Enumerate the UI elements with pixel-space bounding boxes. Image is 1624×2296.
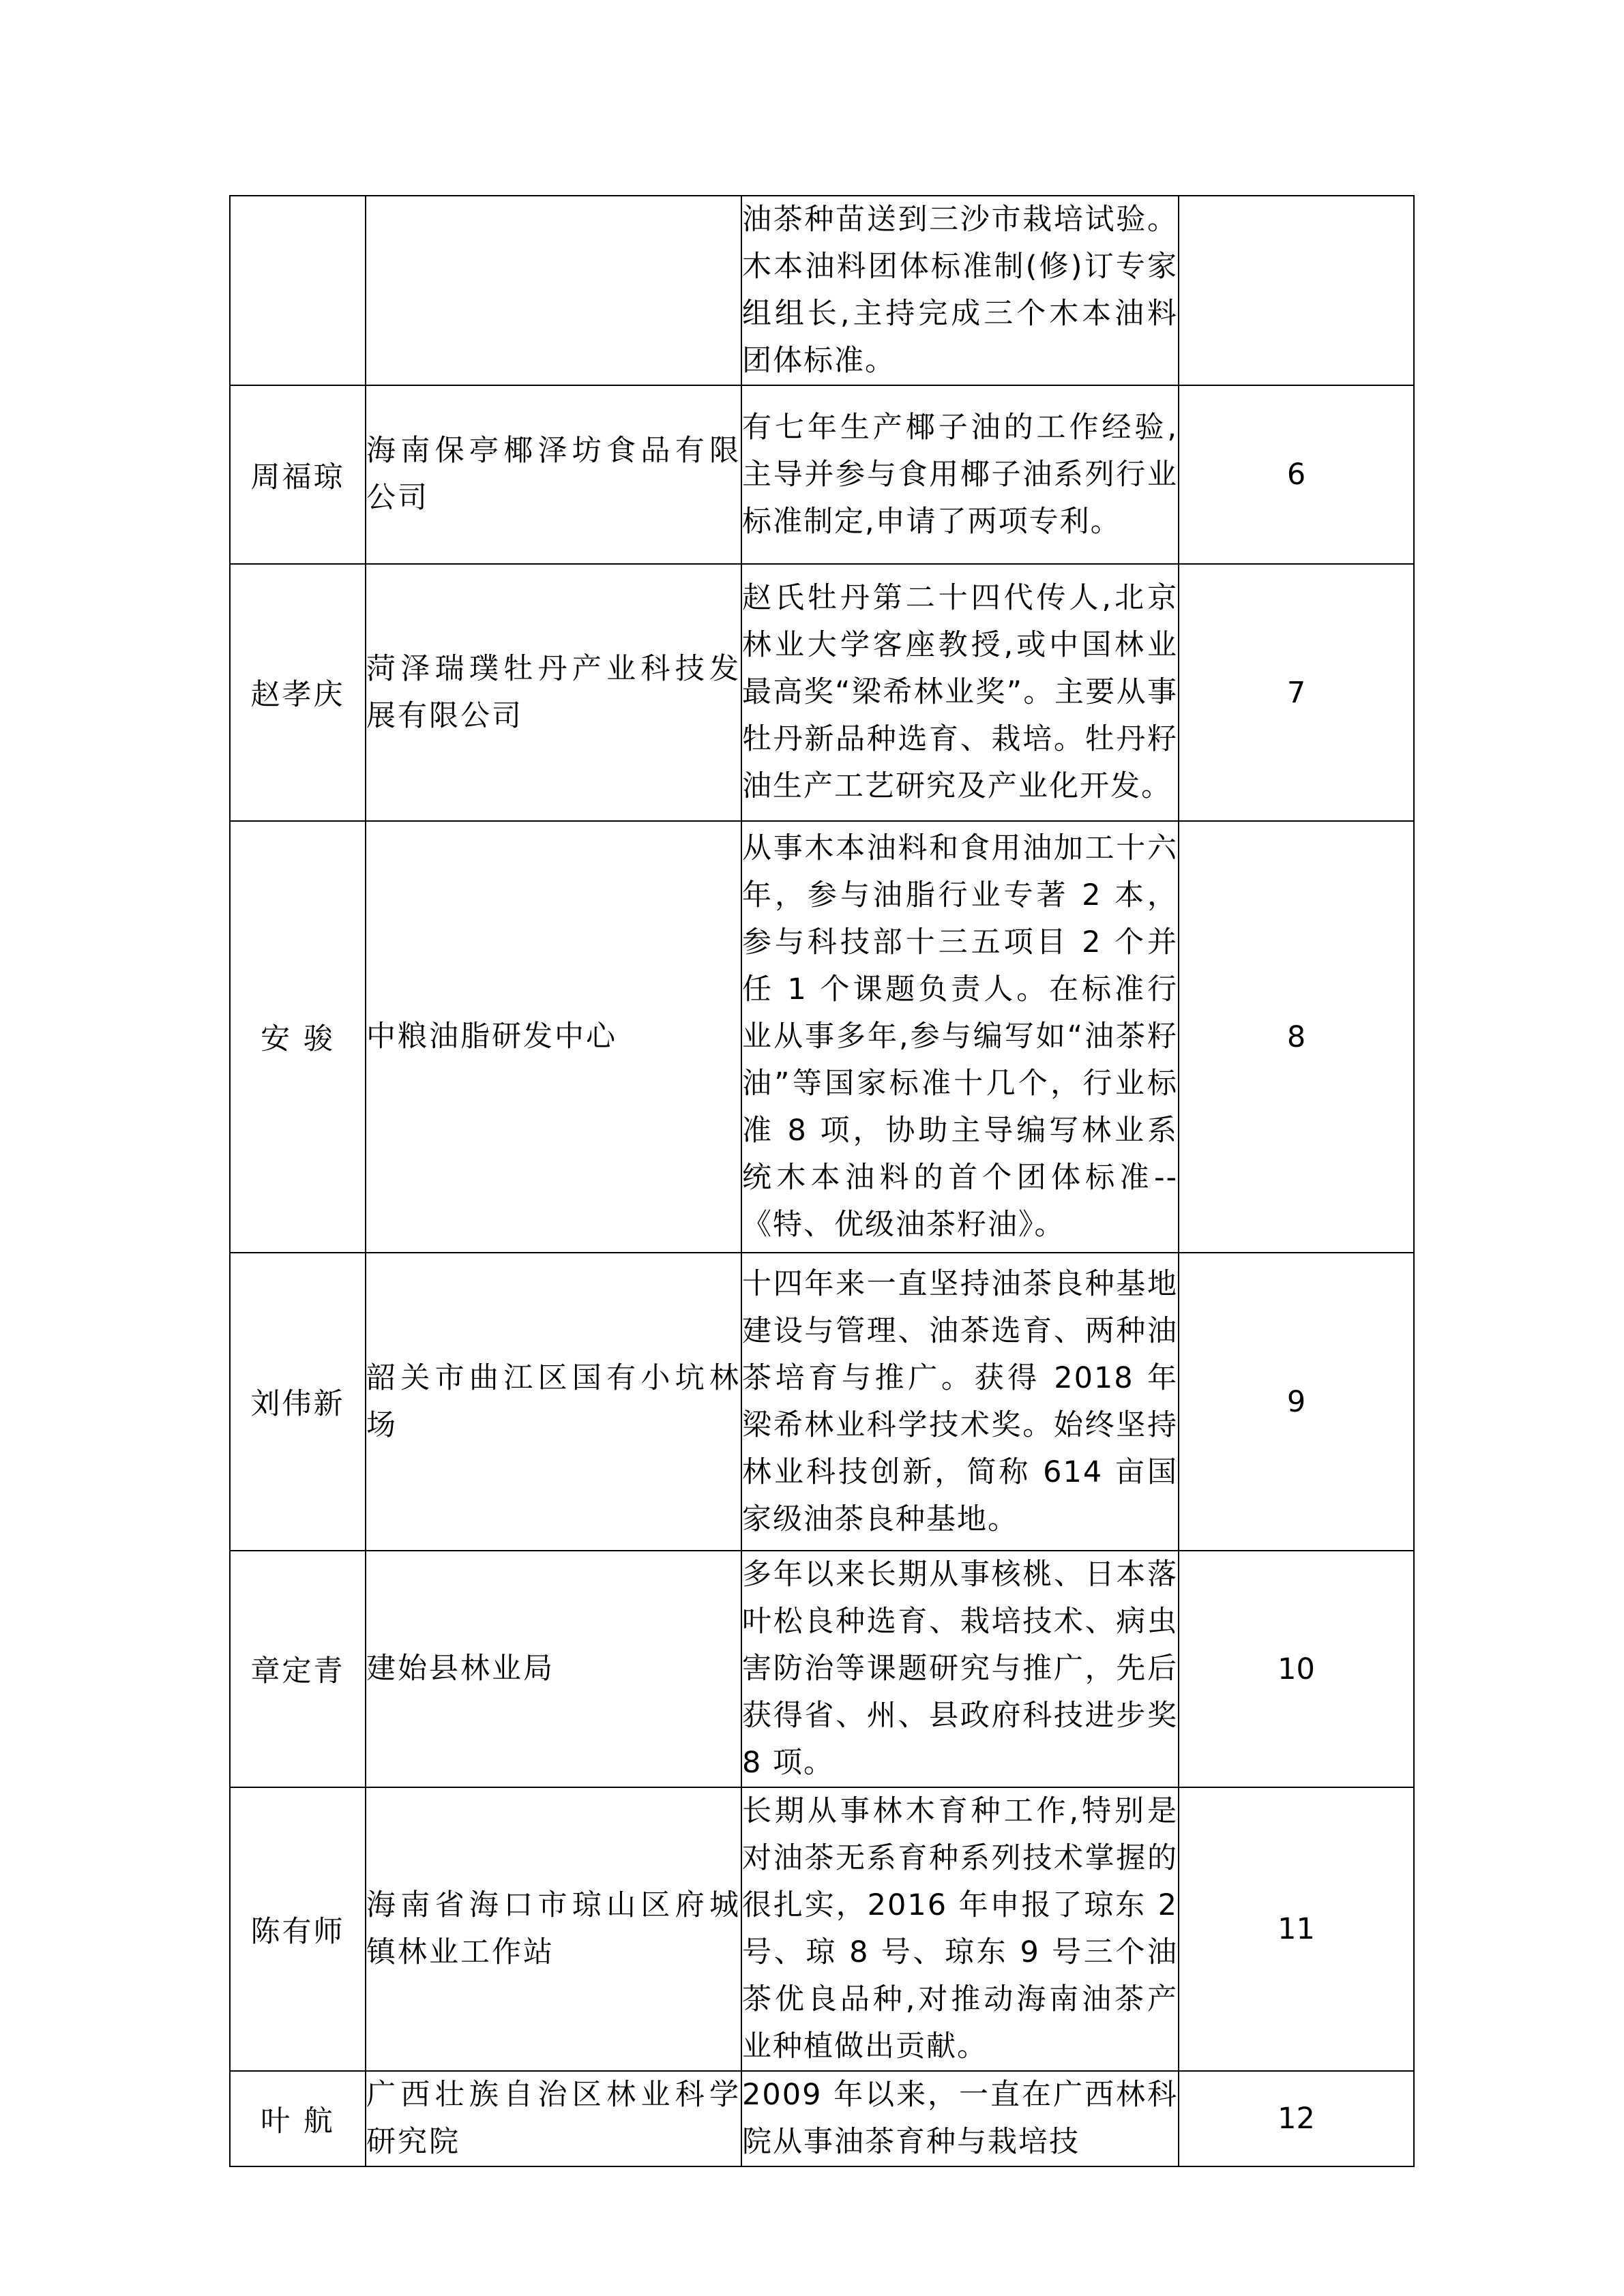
description-cell: [741, 564, 1179, 821]
organization: 海南保亭椰泽坊食品有限公司: [366, 434, 741, 515]
expert-name-cell: [230, 1551, 366, 1787]
number-cell: [1179, 196, 1414, 385]
expert-name-cell: [230, 564, 366, 821]
row-number: 10: [1278, 1652, 1315, 1686]
organization: 广西壮族自治区林业科学研究院: [366, 2078, 741, 2159]
expert-name: 刘伟新: [250, 1387, 345, 1421]
description-cell: [741, 2071, 1179, 2166]
description: 油茶种苗送到三沙市栽培试验。木本油料团体标准制(修)订专家组组长,主持完成三个木本油料团体标准。: [742, 203, 1178, 378]
table-row: [230, 2071, 1414, 2166]
number-cell: [1179, 1551, 1414, 1787]
expert-name-cell: [230, 1787, 366, 2071]
description: 从事木本油料和食用油加工十六年，参与油脂行业专著 2 本，参与科技部十三五项目 2 个并任 1 个课题负责人。在标准行业从事多年,参与编写如“油茶籽油”等国家标准十几个，行业标准 8 项，协助主导编写林业系统木本油料的首个团体标准--《特、优级油茶籽油》。: [742, 831, 1178, 1242]
table-row: [230, 1551, 1414, 1787]
organization-cell: [366, 1253, 741, 1551]
organization: 海南省海口市琼山区府城镇林业工作站: [366, 1888, 741, 1969]
organization: 韶关市曲江区国有小坑林场: [366, 1360, 741, 1442]
description: 赵氏牡丹第二十四代传人,北京林业大学客座教授,或中国林业最高奖“梁希林业奖”。主要从事牡丹新品种选育、栽培。牡丹籽油生产工艺研究及产业化开发。: [742, 581, 1178, 803]
description: 2009 年以来，一直在广西林科院从事油茶育种与栽培技: [742, 2078, 1178, 2159]
row-number: 6: [1286, 458, 1306, 492]
organization: 建始县林业局: [366, 1652, 555, 1686]
organization-cell: [366, 2071, 741, 2166]
expert-name: 叶 航: [261, 2104, 335, 2138]
expert-name: 周福琼: [250, 460, 345, 494]
organization-cell: [366, 821, 741, 1253]
number-cell: [1179, 564, 1414, 821]
description-cell: [741, 385, 1179, 564]
description-cell: [741, 1787, 1179, 2071]
table-row: [230, 821, 1414, 1253]
description-cell: [741, 821, 1179, 1253]
expert-name: 赵孝庆: [250, 678, 345, 712]
description: 长期从事林木育种工作,特别是对油茶无系育种系列技术掌握的很扎实，2016 年申报了琼东 2 号、琼 8 号、琼东 9 号三个油茶优良品种,对推动海南油茶产业种植做出贡献。: [742, 1794, 1178, 2063]
expert-name-cell: [230, 385, 366, 564]
organization-cell: [366, 1787, 741, 2071]
expert-name-cell: [230, 1253, 366, 1551]
number-cell: [1179, 1253, 1414, 1551]
number-cell: [1179, 385, 1414, 564]
organization: 中粮油脂研发中心: [366, 1019, 617, 1054]
expert-name-cell: [230, 821, 366, 1253]
organization-cell: [366, 385, 741, 564]
description: 多年以来长期从事核桃、日本落叶松良种选育、栽培技术、病虫害防治等课题研究与推广，先后获得省、州、县政府科技进步奖 8 项。: [742, 1557, 1178, 1780]
description-cell: [741, 1551, 1179, 1787]
description-cell: [741, 1253, 1179, 1551]
description: 有七年生产椰子油的工作经验,主导并参与食用椰子油系列行业标准制定,申请了两项专利。: [742, 410, 1178, 539]
expert-name-cell: [230, 196, 366, 385]
expert-table: [229, 195, 1415, 2167]
number-cell: [1179, 2071, 1414, 2166]
number-cell: [1179, 1787, 1414, 2071]
description: 十四年来一直坚持油茶良种基地建设与管理、油茶选育、两种油茶培育与推广。获得 2018 年梁希林业科学技术奖。始终坚持林业科技创新，简称 614 亩国家级油茶良种基地。: [742, 1266, 1178, 1536]
table-row: [230, 564, 1414, 821]
table-row: [230, 1787, 1414, 2071]
row-number: 9: [1286, 1384, 1306, 1419]
expert-name-cell: [230, 2071, 366, 2166]
organization-cell: [366, 196, 741, 385]
row-number: 8: [1286, 1019, 1306, 1054]
row-number: 7: [1286, 675, 1306, 710]
table-row: [230, 196, 1414, 385]
expert-name: 安 骏: [261, 1022, 335, 1056]
table-row: [230, 1253, 1414, 1551]
expert-name: 章定青: [250, 1654, 345, 1688]
row-number: 11: [1278, 1912, 1315, 1946]
organization-cell: [366, 1551, 741, 1787]
description-cell: [741, 196, 1179, 385]
row-number: 12: [1278, 2102, 1315, 2136]
table-row: [230, 385, 1414, 564]
organization-cell: [366, 564, 741, 821]
organization: 菏泽瑞璞牡丹产业科技发展有限公司: [366, 651, 741, 733]
number-cell: [1179, 821, 1414, 1253]
expert-name: 陈有师: [250, 1914, 345, 1949]
